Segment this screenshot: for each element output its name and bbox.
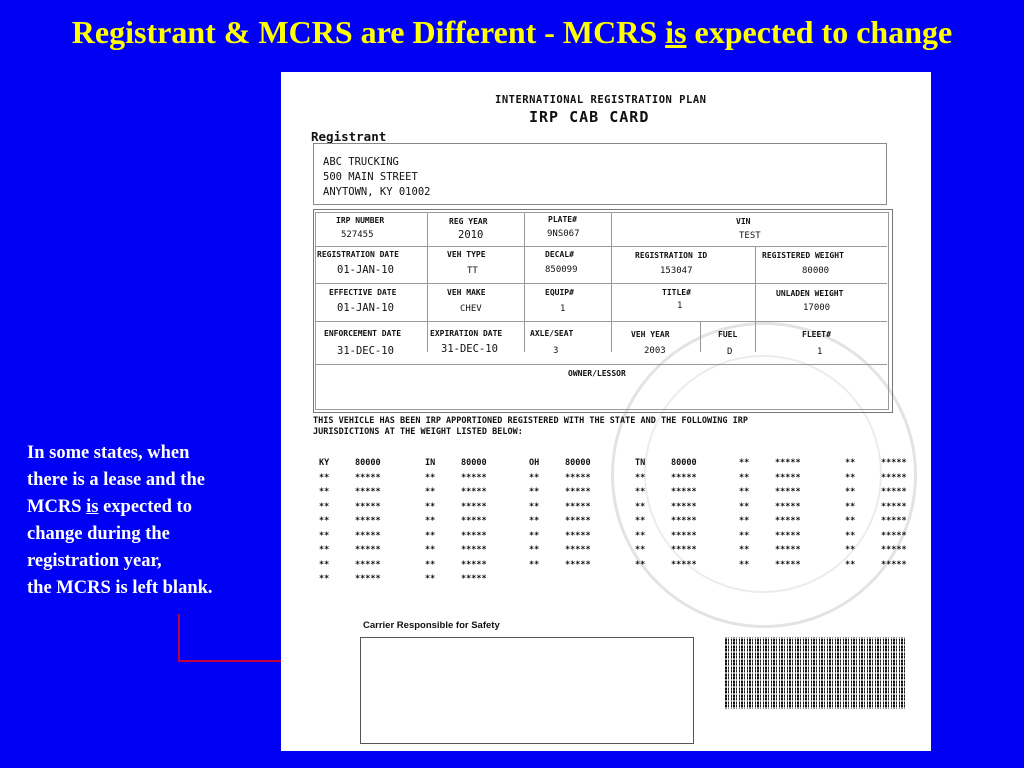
jurisdiction-weight: ***** [461, 545, 487, 555]
jurisdiction-weight: ***** [881, 487, 907, 497]
registered-weight-label: REGISTERED WEIGHT [762, 251, 844, 260]
jurisdiction-code: ** [425, 559, 436, 570]
jurisdiction-weight: ***** [565, 501, 591, 512]
jurisdiction-code: ** [319, 530, 330, 541]
jurisdiction-code: ** [319, 516, 330, 526]
grid-row-divider [315, 246, 887, 247]
carrier-safety-label: Carrier Responsible for Safety [363, 620, 500, 631]
jurisdiction-code: ** [635, 545, 646, 555]
jurisdiction-code: ** [739, 516, 750, 526]
jurisdiction-code: ** [635, 487, 646, 497]
statement-line-1: THIS VEHICLE HAS BEEN IRP APPORTIONED REGISTERED WITH THE STATE AND THE FOLLOWING IRP [313, 416, 748, 426]
irp-cab-card-document [281, 72, 931, 751]
jurisdiction-weight: ***** [565, 559, 591, 570]
side-mcrs: MCRS [27, 497, 87, 517]
jurisdiction-weight: ***** [355, 530, 381, 541]
jurisdiction-code: ** [845, 516, 856, 526]
jurisdiction-code: ** [529, 516, 540, 526]
plate-label: PLATE# [548, 215, 577, 224]
jurisdiction-weight: ***** [775, 487, 801, 497]
registrant-name: ABC TRUCKING [323, 156, 399, 168]
grid-row-divider [315, 364, 887, 365]
jurisdiction-code: ** [425, 574, 436, 584]
registered-weight-value: 80000 [802, 266, 830, 276]
jurisdiction-weight: 80000 [565, 458, 591, 468]
registrant-street: 500 MAIN STREET [323, 171, 418, 183]
expiration-date-value: 31-DEC-10 [441, 343, 498, 355]
decal-value: 850099 [545, 265, 578, 275]
owner-lessor-label: OWNER/LESSOR [568, 369, 626, 378]
registrant-box [313, 143, 887, 205]
veh-make-value: CHEV [460, 304, 482, 314]
grid-row-divider [315, 283, 887, 284]
side-is-underlined: is [86, 497, 99, 517]
jurisdiction-code: ** [739, 559, 750, 570]
jurisdiction-weight: ***** [881, 472, 907, 483]
jurisdiction-weight: ***** [565, 545, 591, 555]
unladen-weight-label: UNLADEN WEIGHT [776, 289, 844, 298]
side-line-3-rest: expected to [103, 497, 192, 517]
veh-type-label: VEH TYPE [447, 250, 486, 259]
jurisdiction-code: ** [319, 501, 330, 512]
veh-year-value: 2003 [644, 346, 666, 356]
jurisdiction-weight: ***** [671, 545, 697, 555]
side-line-4: change during the [27, 524, 170, 544]
reg-year-value: 2010 [458, 229, 484, 241]
jurisdiction-code: ** [529, 559, 540, 570]
grid-divider [524, 212, 525, 352]
jurisdiction-weight: ***** [671, 530, 697, 541]
jurisdiction-code: ** [845, 487, 856, 497]
grid-divider [700, 322, 701, 352]
jurisdiction-weight: ***** [461, 487, 487, 497]
jurisdiction-weight: ***** [671, 559, 697, 570]
unladen-weight-value: 17000 [803, 303, 831, 313]
jurisdiction-weight: ***** [355, 501, 381, 512]
title-number-value: 1 [677, 301, 683, 311]
jurisdiction-weight: ***** [775, 501, 801, 512]
jurisdiction-weight: ***** [671, 487, 697, 497]
jurisdiction-weight: ***** [775, 559, 801, 570]
jurisdiction-weight: ***** [565, 516, 591, 526]
jurisdiction-weight: ***** [461, 501, 487, 512]
equip-label: EQUIP# [545, 288, 574, 297]
jurisdiction-weight: ***** [461, 559, 487, 570]
jurisdiction-code: ** [739, 458, 750, 468]
jurisdiction-code: ** [635, 530, 646, 541]
side-line-6: the MCRS is left blank. [27, 578, 213, 598]
jurisdiction-code: KY [319, 458, 330, 468]
jurisdiction-weight: ***** [355, 516, 381, 526]
jurisdiction-code: ** [425, 472, 436, 483]
fuel-label: FUEL [718, 330, 738, 339]
jurisdiction-weight: ***** [565, 530, 591, 541]
jurisdiction-code: ** [739, 472, 750, 483]
veh-type-value: TT [467, 266, 478, 276]
jurisdiction-weight: ***** [565, 487, 591, 497]
jurisdiction-weight: 80000 [461, 458, 487, 468]
registrant-label: Registrant [311, 129, 387, 144]
jurisdiction-weight: ***** [671, 516, 697, 526]
grid-row-divider [315, 321, 887, 322]
registration-date-value: 01-JAN-10 [337, 264, 394, 276]
title-underlined-word: is [665, 14, 687, 50]
jurisdiction-weight: ***** [775, 545, 801, 555]
effective-date-value: 01-JAN-10 [337, 302, 394, 314]
jurisdiction-code: IN [425, 458, 436, 468]
jurisdiction-code: ** [845, 559, 856, 570]
jurisdiction-code: ** [425, 516, 436, 526]
jurisdiction-weight: ***** [881, 501, 907, 512]
jurisdiction-weight: ***** [881, 530, 907, 541]
jurisdiction-weight: ***** [355, 472, 381, 483]
jurisdiction-code: ** [319, 559, 330, 570]
jurisdiction-code: ** [529, 501, 540, 512]
jurisdiction-weight: ***** [881, 545, 907, 555]
jurisdiction-code: ** [319, 487, 330, 497]
equip-value: 1 [560, 304, 566, 314]
jurisdiction-code: ** [529, 487, 540, 497]
jurisdiction-weight: ***** [461, 574, 487, 584]
jurisdiction-weight: ***** [461, 530, 487, 541]
jurisdiction-code: ** [635, 501, 646, 512]
jurisdiction-code: ** [319, 574, 330, 584]
title-number-label: TITLE# [662, 288, 691, 297]
jurisdiction-code: ** [635, 472, 646, 483]
jurisdiction-code: ** [635, 559, 646, 570]
jurisdiction-code: ** [845, 530, 856, 541]
statement-line-2: JURISDICTIONS AT THE WEIGHT LISTED BELOW: [313, 427, 523, 437]
jurisdiction-code: ** [635, 516, 646, 526]
jurisdiction-code: ** [529, 545, 540, 555]
card-header-plan: INTERNATIONAL REGISTRATION PLAN [495, 94, 707, 106]
jurisdiction-code: ** [739, 501, 750, 512]
jurisdiction-code: ** [425, 545, 436, 555]
jurisdiction-code: ** [845, 545, 856, 555]
irp-number-label: IRP NUMBER [336, 216, 385, 225]
title-part-2: expected to change [686, 14, 953, 50]
jurisdiction-weight: ***** [461, 472, 487, 483]
jurisdiction-weight: ***** [775, 516, 801, 526]
jurisdiction-code: ** [739, 487, 750, 497]
jurisdiction-code: ** [425, 501, 436, 512]
enforcement-date-label: ENFORCEMENT DATE [324, 329, 402, 338]
jurisdiction-code: ** [845, 501, 856, 512]
registration-id-value: 153047 [660, 266, 693, 276]
registration-date-label: REGISTRATION DATE [317, 250, 399, 259]
axle-seat-value: 3 [553, 346, 559, 356]
fuel-value: D [727, 347, 733, 357]
vin-label: VIN [736, 217, 751, 226]
expiration-date-label: EXPIRATION DATE [430, 329, 503, 338]
jurisdiction-weight: ***** [461, 516, 487, 526]
title-part-1: Registrant & MCRS are Different - MCRS [71, 14, 666, 50]
vin-value: TEST [739, 231, 761, 241]
grid-divider [611, 212, 612, 352]
effective-date-label: EFFECTIVE DATE [329, 288, 397, 297]
pdf417-barcode-rows [725, 637, 907, 709]
card-header-title: IRP CAB CARD [529, 108, 650, 126]
jurisdiction-weight: 80000 [671, 458, 697, 468]
jurisdiction-weight: ***** [355, 574, 381, 584]
grid-divider [427, 212, 428, 352]
jurisdiction-weight: ***** [775, 472, 801, 483]
jurisdiction-code: ** [739, 530, 750, 541]
carrier-safety-field [360, 637, 694, 744]
jurisdiction-code: OH [529, 458, 540, 468]
veh-year-label: VEH YEAR [631, 330, 670, 339]
fleet-value: 1 [817, 347, 823, 357]
apportionment-statement [313, 416, 748, 438]
jurisdiction-weight: ***** [671, 501, 697, 512]
jurisdiction-weight: ***** [355, 545, 381, 555]
registrant-city: ANYTOWN, KY 01002 [323, 186, 431, 198]
jurisdiction-weight: ***** [671, 472, 697, 483]
jurisdiction-weight: ***** [565, 472, 591, 483]
jurisdiction-weight: 80000 [355, 458, 381, 468]
decal-label: DECAL# [545, 250, 574, 259]
plate-value: 9NS067 [547, 229, 580, 239]
jurisdiction-code: ** [739, 545, 750, 555]
jurisdiction-weight: ***** [355, 487, 381, 497]
axle-seat-label: AXLE/SEAT [530, 329, 574, 338]
jurisdiction-weight: ***** [881, 458, 907, 468]
jurisdiction-code: ** [845, 472, 856, 483]
veh-make-label: VEH MAKE [447, 288, 486, 297]
irp-number-value: 527455 [341, 230, 374, 240]
jurisdiction-code: ** [529, 472, 540, 483]
fleet-label: FLEET# [802, 330, 831, 339]
jurisdiction-code: ** [425, 530, 436, 541]
grid-divider [755, 246, 756, 352]
registration-id-label: REGISTRATION ID [635, 251, 708, 260]
side-line-2: there is a lease and the [27, 470, 205, 490]
side-line-1: In some states, when [27, 443, 190, 463]
jurisdiction-code: ** [529, 530, 540, 541]
jurisdiction-code: TN [635, 458, 646, 468]
jurisdiction-weight: ***** [775, 458, 801, 468]
side-line-5: registration year, [27, 551, 162, 571]
jurisdiction-code: ** [845, 458, 856, 468]
reg-year-label: REG YEAR [449, 217, 488, 226]
jurisdiction-weight: ***** [775, 530, 801, 541]
jurisdiction-code: ** [425, 487, 436, 497]
enforcement-date-value: 31-DEC-10 [337, 345, 394, 357]
jurisdiction-weight: ***** [355, 559, 381, 570]
jurisdiction-code: ** [319, 545, 330, 555]
jurisdiction-weight: ***** [881, 559, 907, 570]
jurisdiction-weight: ***** [881, 516, 907, 526]
jurisdiction-code: ** [319, 472, 330, 483]
